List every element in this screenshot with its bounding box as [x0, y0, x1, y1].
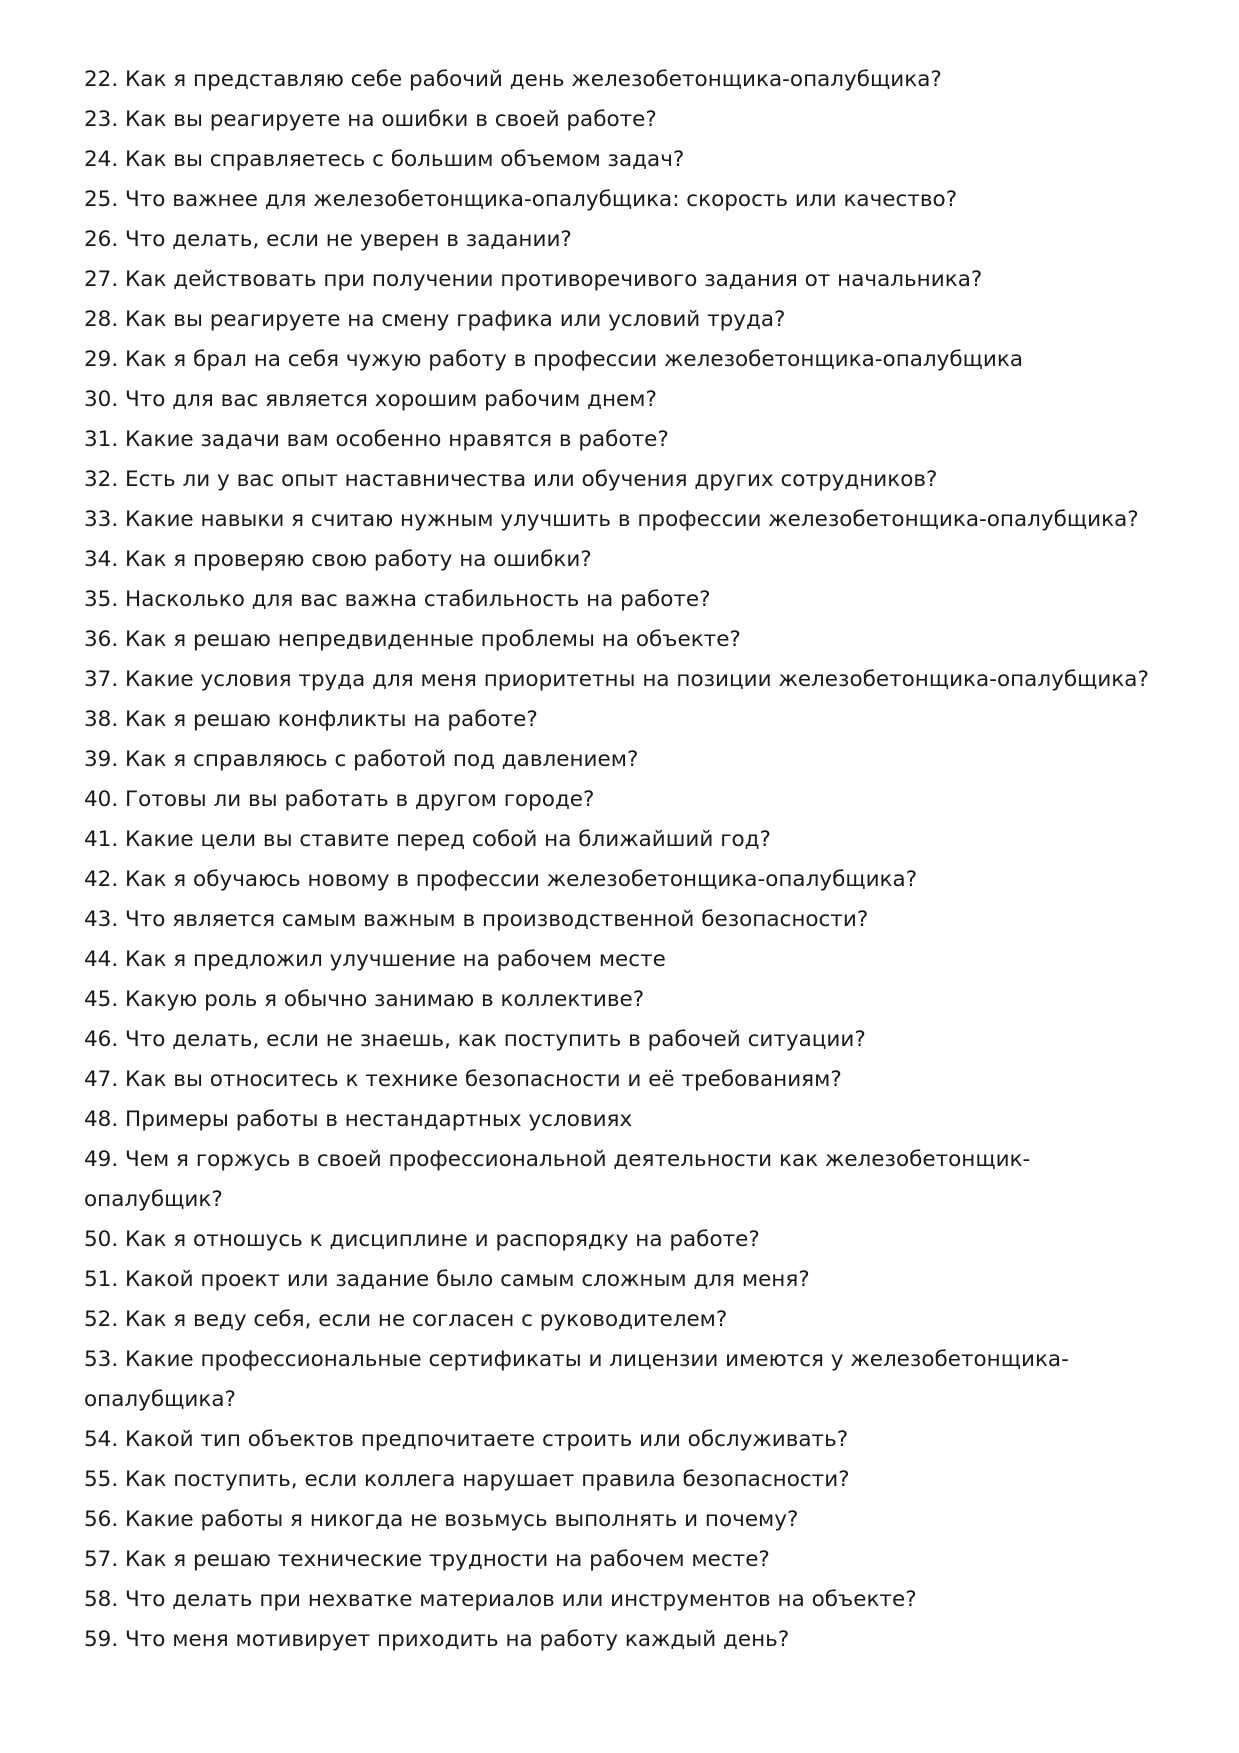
question-24: 24. Как вы справляетесь с большим объемом задач?: [84, 147, 685, 172]
question-25: 25. Что важнее для железобетонщика-опалубщика: скорость или качество?: [84, 187, 958, 212]
question-45: 45. Какую роль я обычно занимаю в коллективе?: [84, 987, 645, 1012]
question-50: 50. Как я отношусь к дисциплине и распорядку на работе?: [84, 1227, 760, 1252]
question-47: 47. Как вы относитесь к технике безопасности и её требованиям?: [84, 1067, 842, 1092]
question-32: 32. Есть ли у вас опыт наставничества или обучения других сотрудников?: [84, 467, 938, 492]
question-36: 36. Как я решаю непредвиденные проблемы на объекте?: [84, 627, 741, 652]
question-30: 30. Что для вас является хорошим рабочим днем?: [84, 387, 657, 412]
question-56: 56. Какие работы я никогда не возьмусь выполнять и почему?: [84, 1507, 799, 1532]
question-52: 52. Как я веду себя, если не согласен с руководителем?: [84, 1307, 728, 1332]
question-26: 26. Что делать, если не уверен в задании?: [84, 227, 572, 252]
question-48: 48. Примеры работы в нестандартных условиях: [84, 1107, 633, 1132]
question-27: 27. Как действовать при получении противоречивого задания от начальника?: [84, 267, 983, 292]
question-44: 44. Как я предложил улучшение на рабочем месте: [84, 947, 666, 972]
question-57: 57. Как я решаю технические трудности на рабочем месте?: [84, 1547, 770, 1572]
question-34: 34. Как я проверяю свою работу на ошибки?: [84, 547, 592, 572]
question-43: 43. Что является самым важным в производственной безопасности?: [84, 907, 869, 932]
question-58: 58. Что делать при нехватке материалов или инструментов на объекте?: [84, 1587, 917, 1612]
question-53: 53. Какие профессиональные сертификаты и лицензии имеются у железобетонщика-опалубщика?: [84, 1347, 1069, 1412]
question-31: 31. Какие задачи вам особенно нравятся в работе?: [84, 427, 669, 452]
question-59: 59. Что меня мотивирует приходить на работу каждый день?: [84, 1627, 790, 1652]
question-49: 49. Чем я горжусь в своей профессиональной деятельности как железобетонщик-опалубщик?: [84, 1147, 1031, 1212]
question-list: [84, 60, 1164, 1660]
question-23: 23. Как вы реагируете на ошибки в своей работе?: [84, 107, 657, 132]
question-41: 41. Какие цели вы ставите перед собой на ближайший год?: [84, 827, 771, 852]
question-28: 28. Как вы реагируете на смену графика или условий труда?: [84, 307, 786, 332]
question-38: 38. Как я решаю конфликты на работе?: [84, 707, 538, 732]
question-33: 33. Какие навыки я считаю нужным улучшить в профессии железобетонщика-опалубщика?: [84, 507, 1139, 532]
question-54: 54. Какой тип объектов предпочитаете строить или обслуживать?: [84, 1427, 849, 1452]
question-37: 37. Какие условия труда для меня приоритетны на позиции железобетонщика-опалубщика?: [84, 667, 1149, 692]
question-40: 40. Готовы ли вы работать в другом городе?: [84, 787, 595, 812]
question-42: 42. Как я обучаюсь новому в профессии железобетонщика-опалубщика?: [84, 867, 918, 892]
question-51: 51. Какой проект или задание было самым сложным для меня?: [84, 1267, 810, 1292]
question-35: 35. Насколько для вас важна стабильность на работе?: [84, 587, 711, 612]
question-29: 29. Как я брал на себя чужую работу в профессии железобетонщика-опалубщика: [84, 347, 1024, 372]
question-22: 22. Как я представляю себе рабочий день железобетонщика-опалубщика?: [84, 67, 942, 92]
question-46: 46. Что делать, если не знаешь, как поступить в рабочей ситуации?: [84, 1027, 866, 1052]
question-39: 39. Как я справляюсь с работой под давлением?: [84, 747, 639, 772]
question-55: 55. Как поступить, если коллега нарушает правила безопасности?: [84, 1467, 850, 1492]
